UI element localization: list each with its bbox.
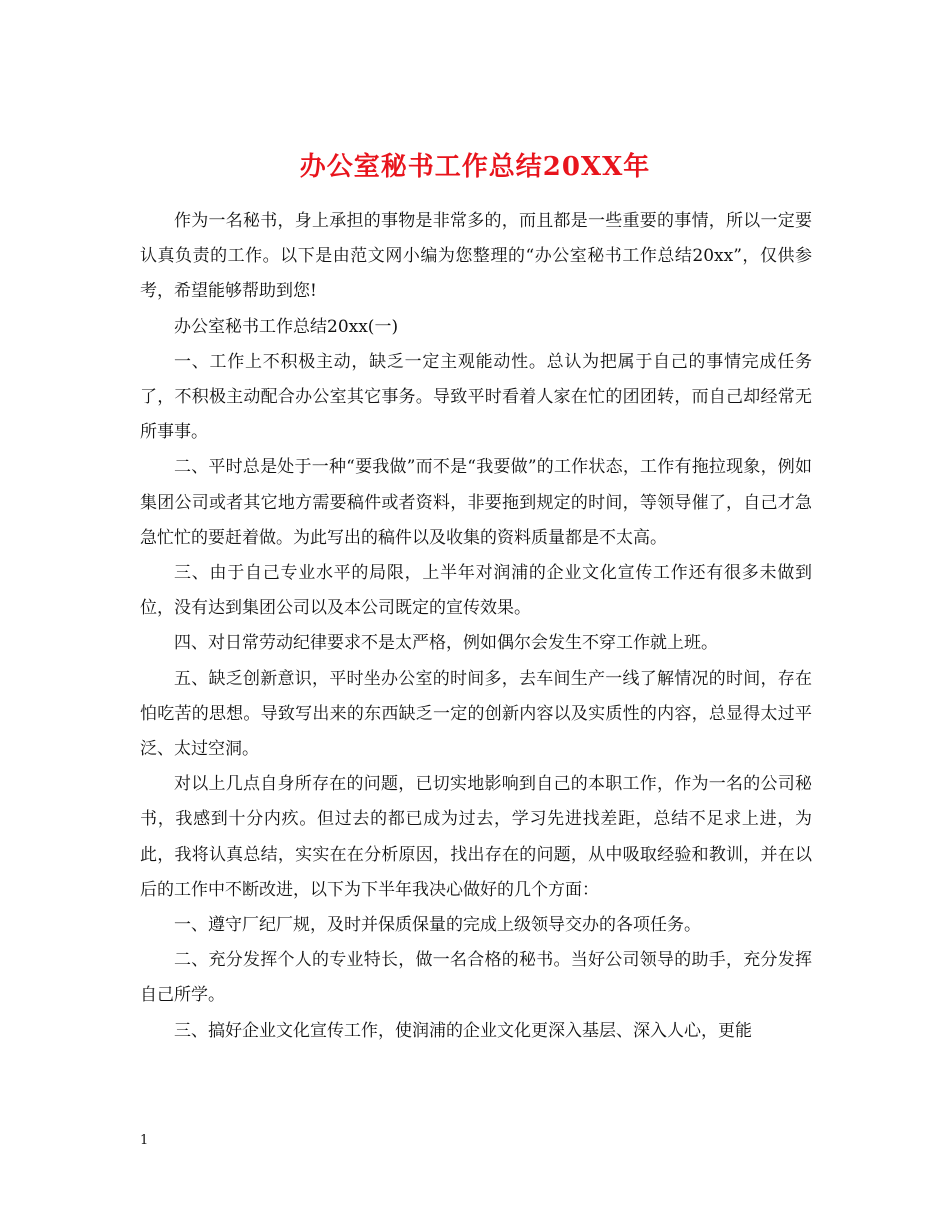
paragraph-plan-1: 一、遵守厂纪厂规，及时并保质保量的完成上级领导交办的各项任务。	[174, 915, 701, 936]
paragraph-item-1: 一、工作上不积极主动，缺乏一定主观能动性。总认为把属于自己的事情完成任务了，不积极主动配合办公室其它事务。导致平时看着人家在忙的团团转，而自己却经常无所事事。	[140, 351, 812, 443]
document-title: 办公室秘书工作总结20XX年	[299, 152, 651, 183]
paragraph-item-3: 三、由于自己专业水平的局限，上半年对润浦的企业文化宣传工作还有很多未做到位，没有达到集团公司以及本公司既定的宣传效果。	[140, 563, 812, 619]
paragraph-reflection: 对以上几点自身所存在的问题，已切实地影响到自己的本职工作，作为一名的公司秘书，我感到十分内疚。但过去的都已成为过去，学习先进找差距，总结不足求上进，为此，我将认真总结，实实在在分析原因，找出存在的问题，从中吸取经验和教训，并在以后的工作中不断改进，以下为下半年我决心做好的几个方面：	[140, 774, 812, 900]
paragraph-item-4: 四、对日常劳动纪律要求不是太严格，例如偶尔会发生不穿工作就上班。	[174, 633, 718, 654]
paragraph-item-5: 五、缺乏创新意识，平时坐办公室的时间多，去车间生产一线了解情况的时间，存在怕吃苦的思想。导致写出来的东西缺乏一定的创新内容以及实质性的内容，总显得太过平泛、太过空洞。	[140, 668, 812, 760]
paragraph-section-heading: 办公室秘书工作总结20xx(一)	[174, 316, 399, 337]
paragraph-plan-3: 三、搞好企业文化宣传工作，使润浦的企业文化更深入基层、深入人心，更能	[174, 1020, 752, 1041]
paragraph-intro: 作为一名秘书，身上承担的事物是非常多的，而且都是一些重要的事情，所以一定要认真负责的工作。以下是由范文网小编为您整理的“办公室秘书工作总结20xx”，仅供参考，希望能够帮助到您!	[140, 211, 812, 302]
paragraph-plan-2: 二、充分发挥个人的专业特长，做一名合格的秘书。当好公司领导的助手，充分发挥自己所学。	[140, 950, 812, 1006]
page-number: 1	[140, 1133, 149, 1148]
paragraph-item-2: 二、平时总是处于一种“要我做”而不是“我要做”的工作状态，工作有拖拉现象，例如集团公司或者其它地方需要稿件或者资料，非要拖到规定的时间，等领导催了，自己才急急忙忙的要赶着做。为此写出的稿件以及收集的资料质量都是不太高。	[140, 457, 812, 548]
document-body	[140, 204, 812, 1049]
